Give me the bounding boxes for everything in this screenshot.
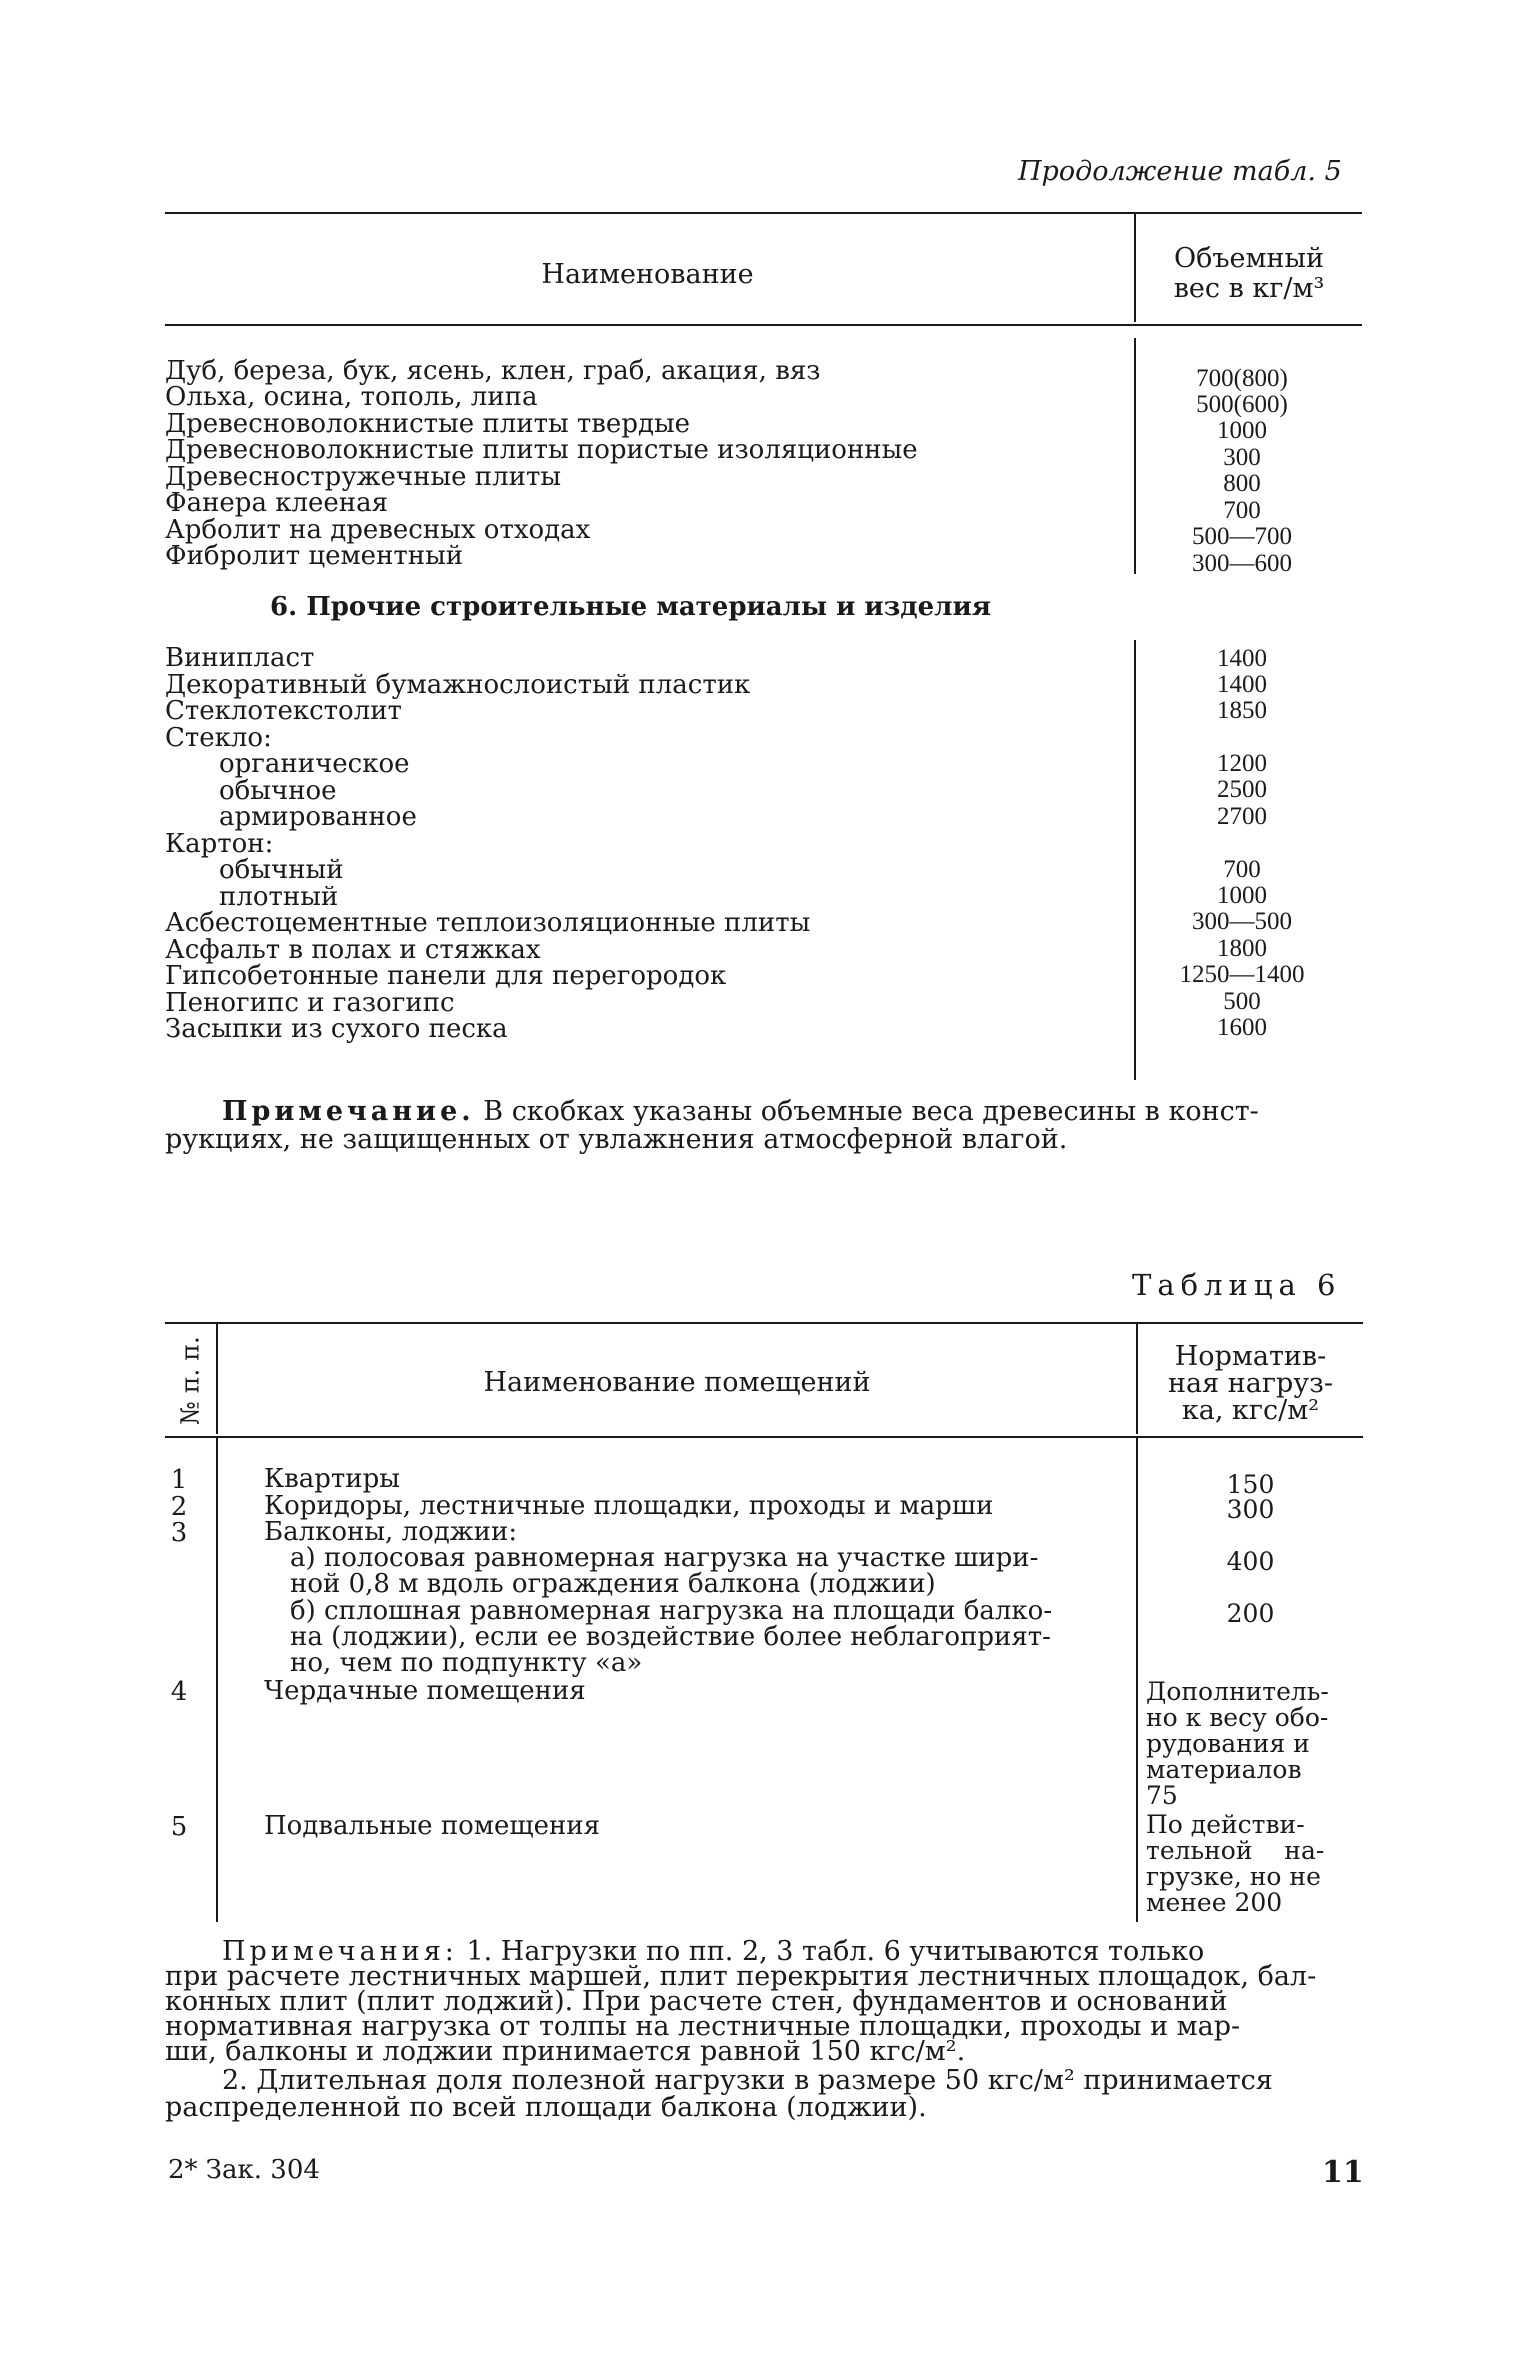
- table-row: Древесностружечные плиты: [165, 462, 562, 492]
- table5-header-weight-1: Объемный: [1173, 243, 1325, 274]
- table-cell-value: 500(600): [1196, 391, 1288, 418]
- table-cell-value: 200: [1226, 1599, 1275, 1628]
- table6-header-name: Наименование помещений: [483, 1367, 871, 1398]
- table-cell-value: 400: [1226, 1547, 1275, 1576]
- table-cell-value: 1600: [1217, 1014, 1267, 1041]
- table-cell-value: 2700: [1217, 803, 1267, 830]
- footer-order: 2* Зак. 304: [168, 2155, 320, 2185]
- table-row: Асфальт в полах и стяжках: [165, 935, 541, 965]
- table-cell-value: 800: [1223, 470, 1261, 497]
- table-row-num: 2: [170, 1492, 188, 1522]
- table-cell-value: 300—500: [1192, 908, 1292, 935]
- table-cell-value: 2500: [1217, 776, 1267, 803]
- table-row-num: 5: [170, 1812, 188, 1842]
- table-row: Засыпки из сухого песка: [165, 1014, 508, 1044]
- table-cell-value: 1850: [1217, 697, 1267, 724]
- table-row: Фанера клееная: [165, 488, 388, 518]
- table-row: Чердачные помещения: [264, 1676, 586, 1706]
- table-cell-value: По действи- тельной на- грузке, но не менее 200: [1146, 1810, 1325, 1917]
- table-row: Винипласт: [165, 643, 315, 673]
- page-number: 11: [1322, 2155, 1364, 2190]
- continuation-caption: Продолжение табл. 5: [1018, 156, 1342, 187]
- table-row: Квартиры: [264, 1464, 400, 1494]
- notes-text-1: 1. Нагрузки по пп. 2, 3 табл. 6 учитываются только: [466, 1936, 1205, 1967]
- table6-notes-line-3: конных плит (плит лоджий). При расчете стен, фундаментов и оснований: [165, 1986, 1228, 2017]
- table6-notes-line-7: распределенной по всей площади балкона (лоджии).: [165, 2092, 927, 2123]
- table-cell-value: 700(800): [1196, 365, 1288, 392]
- table5-header-rule: [165, 324, 1362, 326]
- table5-note: [222, 1098, 1259, 1126]
- table-cell-value: 1000: [1217, 882, 1267, 909]
- table-cell-value: 1000: [1217, 417, 1267, 444]
- table-row: Гипсобетонные панели для перегородок: [165, 961, 727, 991]
- table6-notes-line-5: ши, балконы и лоджии принимается равной 150 кгс/м².: [165, 2036, 966, 2067]
- table6-title: Таблица 6: [1132, 1268, 1342, 1302]
- table5-header-weight-2: вес в кг/м³: [1173, 273, 1325, 304]
- table-cell-value: 500: [1223, 988, 1261, 1015]
- table-cell-value: 300: [1223, 444, 1261, 471]
- table-row-num: 4: [170, 1677, 188, 1707]
- table6-header-rule: [165, 1436, 1363, 1438]
- table-row: Подвальные помещения: [264, 1811, 601, 1841]
- table-cell-value: 1250—1400: [1179, 961, 1305, 988]
- table-row: Коридоры, лестничные площадки, проходы и марши: [264, 1491, 994, 1521]
- table-row: армированное: [219, 802, 417, 832]
- table-row: а) полосовая равномерная нагрузка на участке шири- ной 0,8 м вдоль ограждения балкона (лоджии): [290, 1543, 1039, 1599]
- table5-top-rule: [165, 212, 1362, 214]
- table-row: б) сплошная равномерная нагрузка на площади балко- на (лоджии), если ее воздействие более неблагоприят- но, чем по подпункту «а»: [290, 1596, 1053, 1678]
- table-cell-value: 1200: [1217, 750, 1267, 777]
- table6-header-load-3: ка, кгс/м²: [1181, 1395, 1320, 1426]
- table-row: Фибролит цементный: [165, 541, 464, 571]
- table5-header-name: Наименование: [541, 259, 754, 290]
- table6-notes-line-4: нормативная нагрузка от толпы на лестничные площадки, проходы и мар-: [165, 2011, 1241, 2042]
- table-cell-value: 1400: [1217, 671, 1267, 698]
- table-row: Дуб, береза, бук, ясень, клен, граб, акация, вяз: [165, 356, 821, 386]
- table-cell-value: 300: [1226, 1495, 1275, 1524]
- table-cell-value: 500—700: [1192, 523, 1292, 550]
- table-cell-value: Дополнитель- но к весу обо- рудования и материалов 75: [1146, 1677, 1329, 1810]
- table5-note-line-2: рукциях, не защищенных от увлажнения атмосферной влагой.: [165, 1124, 1068, 1155]
- table6-notes-line-6: 2. Длительная доля полезной нагрузки в размере 50 кгс/м² принимается: [222, 2065, 1273, 2096]
- table-row: Арболит на древесных отходах: [165, 515, 591, 545]
- notes-label: Примечания:: [222, 1936, 458, 1967]
- table6-header-num: № п. п.: [175, 1336, 205, 1425]
- table-row: Стекло:: [165, 723, 272, 753]
- table-row: Стеклотекстолит: [165, 696, 402, 726]
- table-row: Пеногипс и газогипс: [165, 988, 455, 1018]
- table-row: Ольха, осина, тополь, липа: [165, 382, 538, 412]
- table6-notes-line-2: при расчете лестничных маршей, плит перекрытия лестничных площадок, бал-: [165, 1961, 1317, 1992]
- table-row: плотный: [219, 882, 339, 912]
- note-text-1: В скобках указаны объемные веса древесины в конст-: [483, 1096, 1259, 1127]
- section-heading: 6. Прочие строительные материалы и изделия: [270, 592, 991, 622]
- table6-header-load-1: Норматив-: [1174, 1341, 1327, 1372]
- table-row: Декоративный бумажнослоистый пластик: [165, 670, 751, 700]
- table6-body-divider-1: [216, 1438, 218, 1922]
- note-label: Примечание.: [222, 1096, 475, 1127]
- table-cell-value: 1800: [1217, 935, 1267, 962]
- table-row: обычный: [219, 855, 344, 885]
- table-row: Картон:: [165, 829, 274, 859]
- table-row-num: 3: [170, 1518, 188, 1548]
- table-row-num: 1: [170, 1465, 188, 1495]
- table-cell-value: 300—600: [1192, 550, 1292, 577]
- table-row: Древесноволокнистые плиты твердые: [165, 409, 691, 439]
- table-row: Балконы, лоджии:: [264, 1517, 518, 1547]
- table-row: Древесноволокнистые плиты пористые изоляционные: [165, 435, 918, 465]
- table6-header-load-2: ная нагруз-: [1168, 1368, 1333, 1399]
- table-cell-value: 1400: [1217, 645, 1267, 672]
- table-cell-value: 150: [1226, 1470, 1275, 1499]
- table-cell-value: 700: [1223, 497, 1261, 524]
- table-cell-value: 700: [1223, 856, 1261, 883]
- table-row: Асбестоцементные теплоизоляционные плиты: [165, 908, 811, 938]
- table-row: обычное: [219, 776, 337, 806]
- table-row: органическое: [219, 749, 410, 779]
- table6-top-rule: [165, 1322, 1363, 1324]
